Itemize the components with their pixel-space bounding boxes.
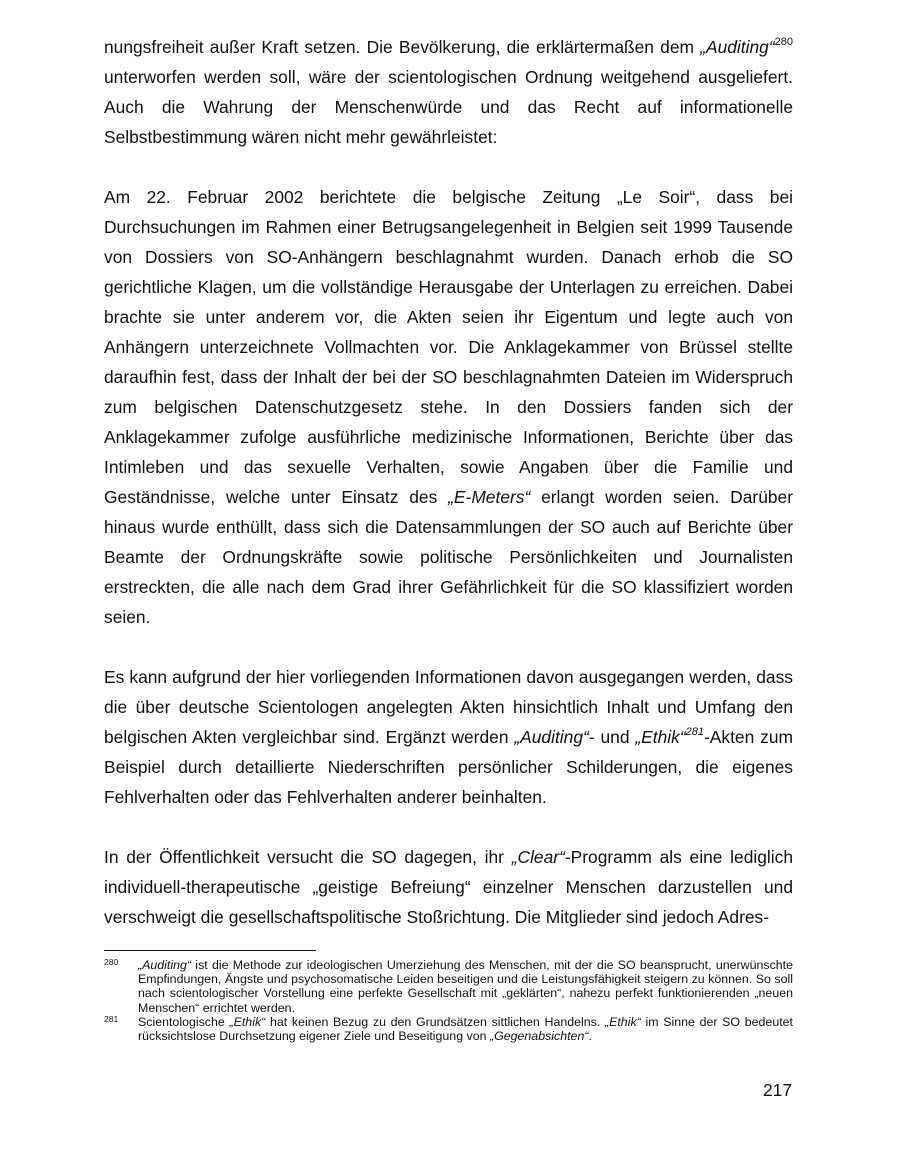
- paragraph-1-text-a: nungsfreiheit außer Kraft setzen. Die Bevölkerung, die erklärtermaßen dem: [104, 37, 701, 57]
- footnote-term: „Ethik“: [604, 1014, 641, 1029]
- paragraph-2-text-a: Am 22. Februar 2002 berichtete die belgische Zeitung „Le Soir“, dass bei Durchsuchungen im Rahmen einer Betrugsangelegenheit in Belgien seit 1999 Tausende von Dossiers von SO-Anhängern beschlagnahmt wurden. Danach erhob die SO gerichtliche Klagen, um die vollständige Herausgabe der Unterlagen zu erreichen. Dabei brachte sie unter anderem vor, die Akten seien ihr Eigentum und legte auch von Anhängern unterzeichnete Vollmachten vor. Die Anklagekammer von Brüssel stellte daraufhin fest, dass der Inhalt der bei der SO beschlagnahmten Dateien im Widerspruch zum belgischen Datenschutzgesetz stehe. In den Dossiers fanden sich der Anklagekammer zufolge ausführliche medizinische Informationen, Berichte über das Intimleben und das sexuelle Verhalten, sowie Angaben über die Familie und Geständnisse, welche unter Einsatz des: [104, 187, 793, 507]
- footnote-280: [104, 958, 793, 1015]
- footnote-ref-281[interactable]: 281: [685, 726, 704, 738]
- term-auditing: „Auditing“: [700, 37, 775, 57]
- term-clear: „Clear“: [511, 847, 565, 867]
- paragraph-3-text-a: Es kann aufgrund der hier vorliegenden Informationen davon ausgegangen werden, dass die über deutsche Scientologen angelegten Akten hinsichtlich Inhalt und Umfang den belgischen Akten vergleichbar sind. Ergänzt werden: [104, 667, 793, 747]
- paragraph-4: [104, 842, 793, 932]
- paragraph-1-text-b: unterworfen werden soll, wäre der scientologischen Ordnung weitgehend ausgeliefert. Auch die Wahrung der Menschenwürde und das Recht auf informationelle Selbstbestimmung wären nicht mehr gewährleistet:: [104, 67, 793, 147]
- footnote-number: 280: [104, 957, 119, 967]
- footnote-separator: [104, 950, 316, 951]
- term-ethik: „Ethik“: [635, 727, 686, 747]
- footnote-ref-280[interactable]: 280: [774, 36, 793, 48]
- paragraph-3-text-b: - und: [588, 727, 636, 747]
- term-auditing: „Auditing“: [514, 727, 589, 747]
- paragraph-2: [104, 182, 793, 632]
- footnote-number: 281: [104, 1013, 119, 1024]
- paragraph-4-text-b: -Programm als eine lediglich individuell-therapeutische „geistige Befreiung“ einzelner Menschen darzustellen und verschweigt die gesellschaftspolitische Stoßrichtung. Die Mitglieder sind jedoch Adres-: [104, 847, 793, 927]
- footnote-term: „Auditing“: [138, 958, 192, 972]
- footnote-text: im Sinne der SO bedeutet rücksichtslose Durchsetzung eigener Ziele und Beseitigung von: [138, 1014, 793, 1044]
- footnote-term: „Ethik“: [229, 1014, 266, 1029]
- paragraph-4-text-a: In der Öffentlichkeit versucht die SO dagegen, ihr: [104, 847, 512, 867]
- footnote-text: ist die Methode zur ideologischen Umerziehung des Menschen, mit der die SO beansprucht, unerwünschte Empfindungen, Ängste und psychosomatische Leiden beseitigen und die Leistungsfähigkeit steigern zu können. So soll nach scientologischer Vorstellung eine perfekte Gesellschaft mit „geklärten“, nahezu perfekt funktionierenden „neuen Menschen“ errichtet werden.: [138, 958, 793, 1015]
- paragraph-2-text-b: erlangt worden seien. Darüber hinaus wurde enthüllt, dass sich die Datensammlungen der SO auch auf Berichte über Beamte der Ordnungskräfte sowie politische Persönlichkeiten und Journalisten erstreckten, die alle nach dem Grad ihrer Gefährlichkeit für die SO klassifiziert worden seien.: [104, 487, 794, 627]
- paragraph-3: [104, 662, 793, 812]
- footnote-term: „Gegenabsichten“: [489, 1029, 589, 1044]
- paragraph-3-text-c: -Akten zum Beispiel durch detaillierte Niederschriften persönlicher Schilderungen, die eigenes Fehlverhalten oder das Fehlverhalten anderer beinhalten.: [104, 727, 793, 807]
- footnotes: [104, 958, 793, 1043]
- footnote-text: .: [588, 1029, 592, 1044]
- term-e-meters: „E-Meters“: [448, 487, 531, 507]
- page-number: 217: [762, 1080, 792, 1100]
- paragraph-1: [104, 32, 793, 152]
- footnote-281: [104, 1015, 793, 1043]
- page-body: [104, 32, 793, 932]
- footnote-text: Scientologische: [138, 1014, 230, 1029]
- footnote-text: hat keinen Bezug zu den Grundsätzen sittlichen Handelns.: [265, 1014, 605, 1029]
